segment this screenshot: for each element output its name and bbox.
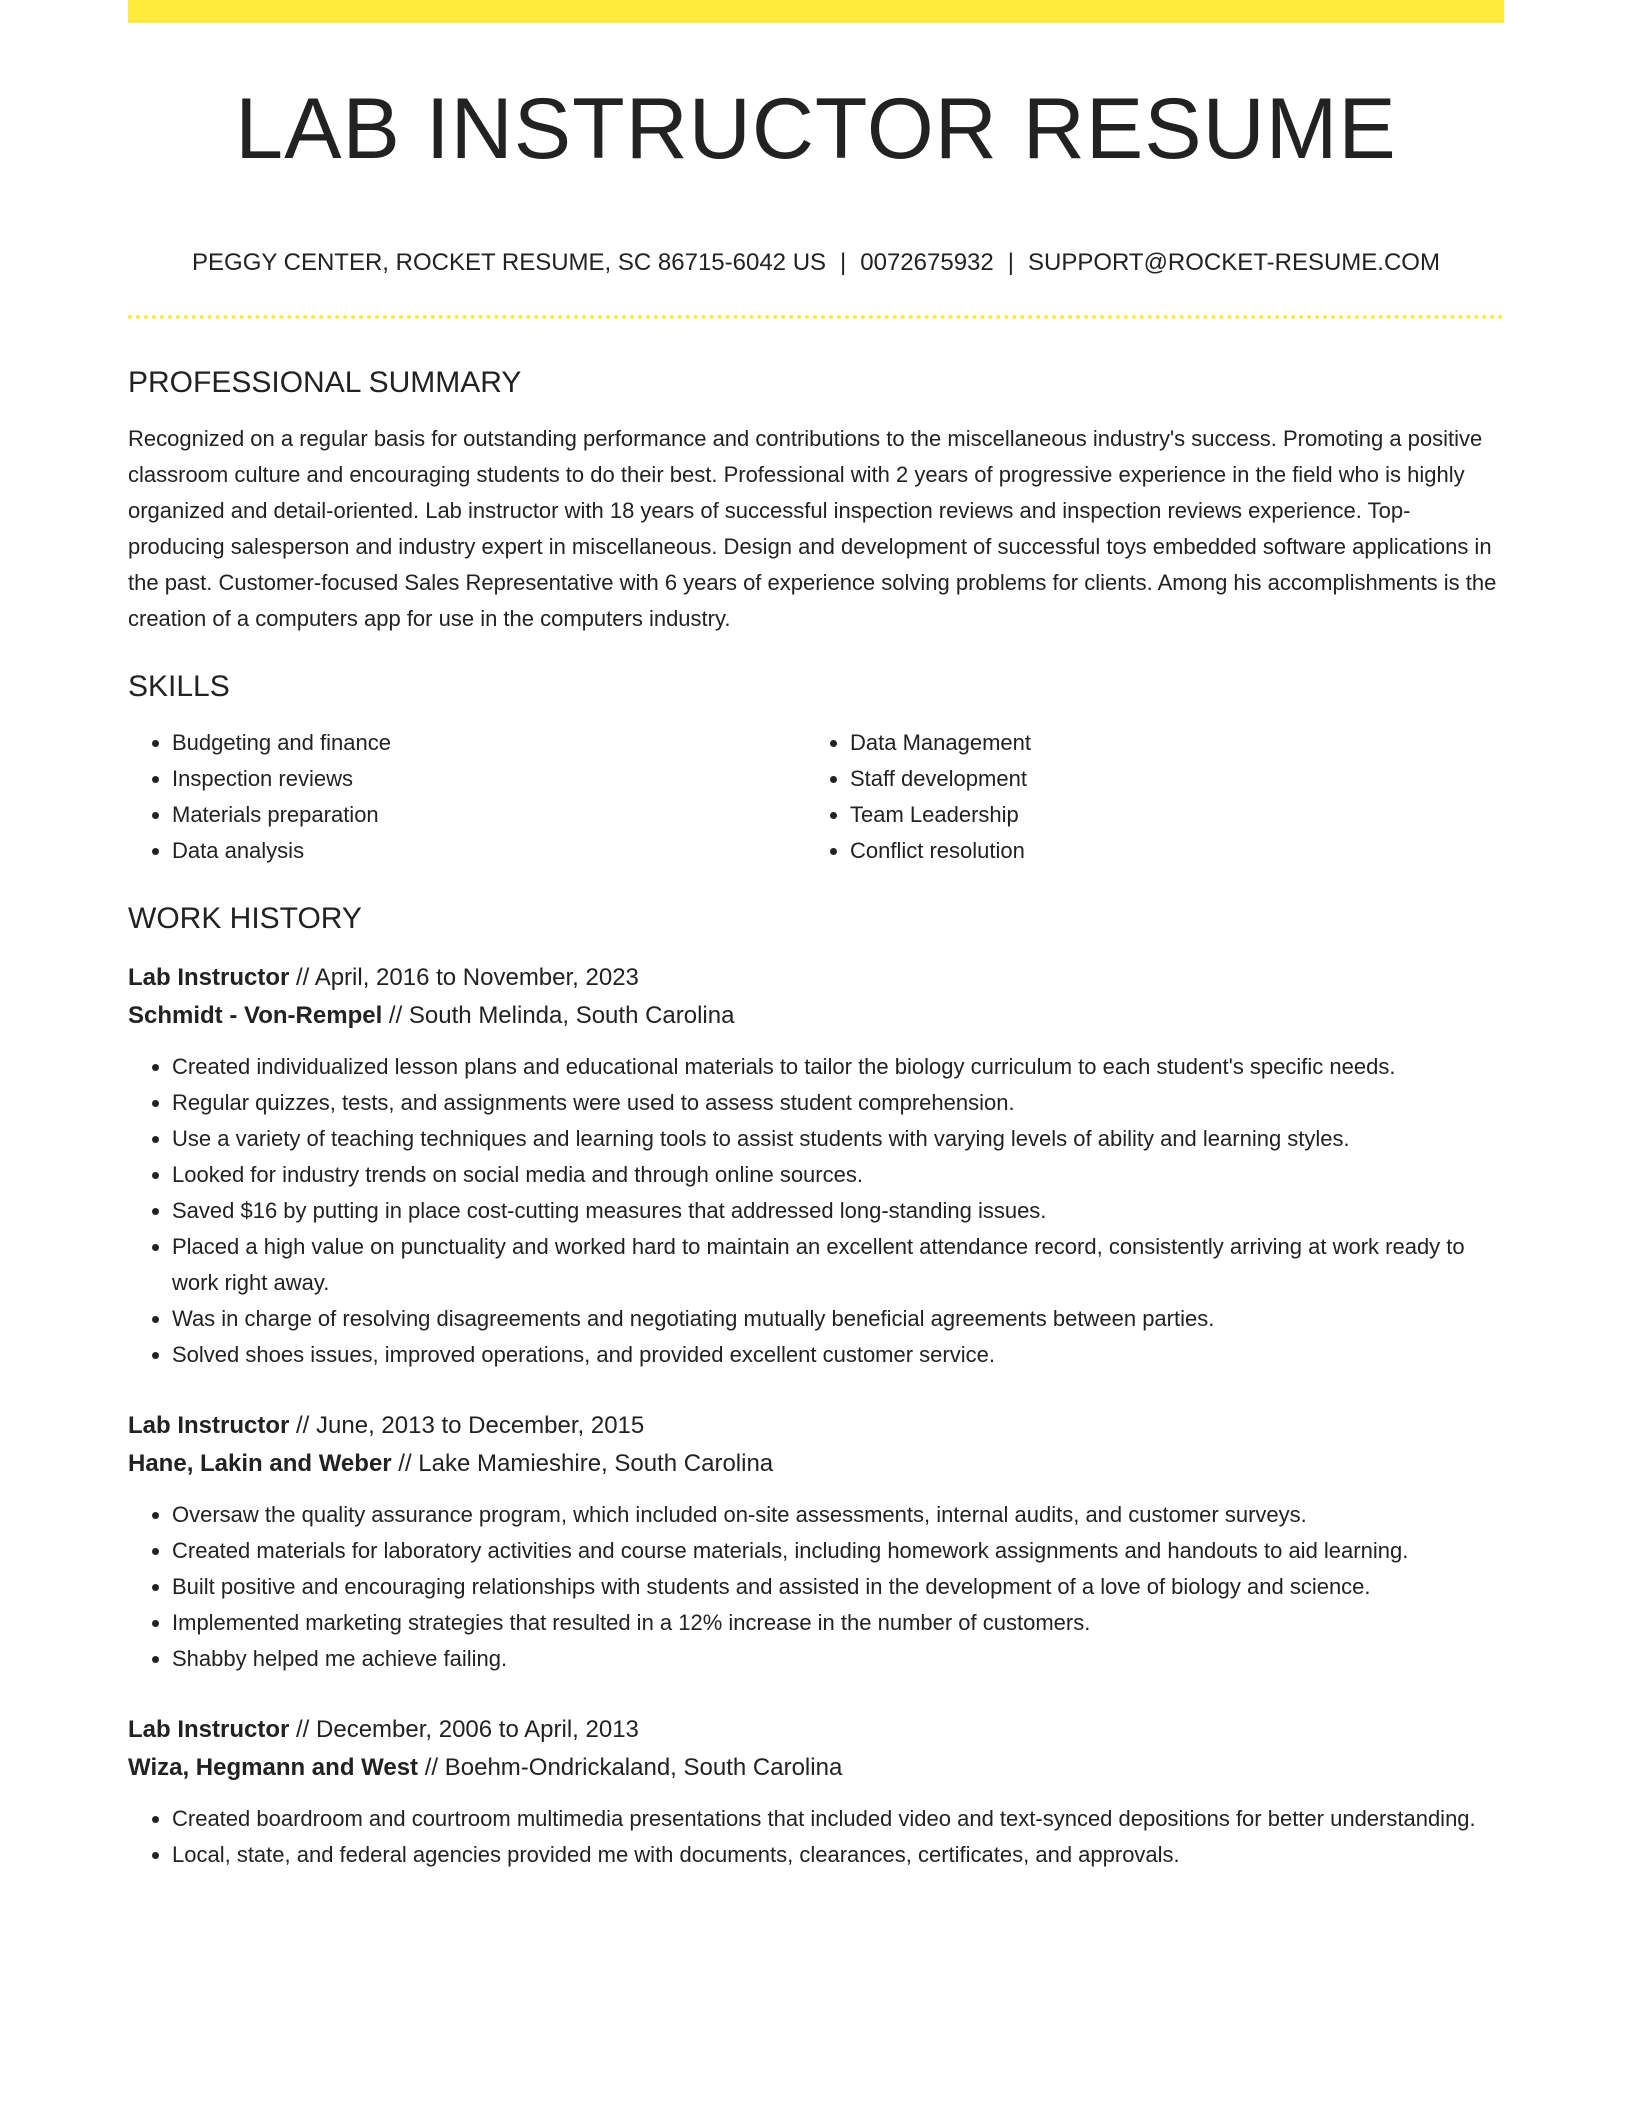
resume-title: LAB INSTRUCTOR RESUME (235, 81, 1397, 177)
duty-item: • Implemented marketing strategies that resulted in a 12% increase in the number of customers. (172, 1605, 1504, 1641)
duty-item: • Saved $16 by putting in place cost-cutting measures that addressed long-standing issues. (172, 1193, 1504, 1229)
duty-item: • Use a variety of teaching techniques and learning tools to assist students with varying levels of ability and learning styles. (172, 1121, 1504, 1157)
job-company-line (128, 997, 1504, 1035)
job-dates: // April, 2016 to November, 2023 (296, 964, 639, 991)
duty-item: • Built positive and encouraging relationships with students and assisted in the development of a love of biology and science. (172, 1569, 1504, 1605)
duty-item: • Shabby helped me achieve failing. (172, 1641, 1504, 1677)
skills-column-left (128, 725, 806, 869)
contact-separator: | (840, 249, 847, 276)
job-location: // South Melinda, South Carolina (388, 1002, 735, 1029)
skill-item: • Budgeting and finance (172, 725, 806, 761)
resume-page (128, 0, 1504, 1873)
skills-column-right (806, 725, 1484, 869)
skill-item: • Inspection reviews (172, 761, 806, 797)
job-company: Schmidt - Von-Rempel (128, 1002, 383, 1029)
duty-item: • Created individualized lesson plans and educational materials to tailor the biology curriculum to each student's specific needs. (172, 1049, 1504, 1085)
job-entry (128, 959, 1504, 1373)
skill-item: • Conflict resolution (850, 833, 1484, 869)
summary-text: Recognized on a regular basis for outstanding performance and contributions to the miscellaneous industry's success. Promoting a positive classroom culture and encouraging students to do their best. Professional with 2 years of progressive experience in the field who is highly organized and detail-oriented. Lab instructor with 18 years of successful inspection reviews and inspection reviews experience. Top-producing salesperson and industry expert in miscellaneous. Design and development of successful toys embedded software applications in the past. Customer-focused Sales Representative with 6 years of experience solving problems for clients. Among his accomplishments is the creation of a computers app for use in the computers industry. (128, 426, 1497, 631)
job-entry (128, 1711, 1504, 1873)
duty-item: • Was in charge of resolving disagreements and negotiating mutually beneficial agreements between parties. (172, 1301, 1504, 1337)
job-title: Lab Instructor (128, 1412, 290, 1439)
job-dates: // December, 2006 to April, 2013 (296, 1716, 639, 1743)
skill-item: • Materials preparation (172, 797, 806, 833)
contact-email: SUPPORT@ROCKET-RESUME.COM (1027, 249, 1440, 276)
job-company: Wiza, Hegmann and West (128, 1754, 419, 1781)
duty-item: • Placed a high value on punctuality and worked hard to maintain an excellent attendance record, consistently arriving at work ready to work right away. (172, 1229, 1504, 1301)
skills-heading: SKILLS (128, 670, 230, 703)
job-company-line (128, 1749, 1504, 1787)
work-history-heading: WORK HISTORY (128, 902, 362, 935)
job-duties (128, 1497, 1504, 1677)
duty-item: • Local, state, and federal agencies provided me with documents, clearances, certificates, and approvals. (172, 1837, 1504, 1873)
contact-line (128, 247, 1504, 279)
skill-item: • Staff development (850, 761, 1484, 797)
contact-address: PEGGY CENTER, ROCKET RESUME, SC 86715-6042 US (192, 249, 827, 276)
skill-item: • Team Leadership (850, 797, 1484, 833)
job-company-line (128, 1445, 1504, 1483)
top-accent-bar (128, 0, 1504, 23)
duty-item: • Solved shoes issues, improved operations, and provided excellent customer service. (172, 1337, 1504, 1373)
duty-item: • Created boardroom and courtroom multimedia presentations that included video and text-synced depositions for better understanding. (172, 1801, 1504, 1837)
skill-item: • Data Management (850, 725, 1484, 761)
job-location: // Lake Mamieshire, South Carolina (398, 1450, 774, 1477)
job-title-line (128, 1711, 1504, 1749)
job-entry (128, 1407, 1504, 1677)
job-company: Hane, Lakin and Weber (128, 1450, 392, 1477)
job-duties (128, 1049, 1504, 1373)
duty-item: • Regular quizzes, tests, and assignments were used to assess student comprehension. (172, 1085, 1504, 1121)
job-title: Lab Instructor (128, 1716, 290, 1743)
job-title: Lab Instructor (128, 964, 290, 991)
dotted-divider (128, 315, 1504, 319)
job-duties (128, 1801, 1504, 1873)
contact-separator: | (1007, 249, 1014, 276)
skill-item: • Data analysis (172, 833, 806, 869)
duty-item: • Looked for industry trends on social media and through online sources. (172, 1157, 1504, 1193)
duty-item: • Oversaw the quality assurance program, which included on-site assessments, internal audits, and customer surveys. (172, 1497, 1504, 1533)
job-title-line (128, 959, 1504, 997)
duty-item: • Created materials for laboratory activities and course materials, including homework assignments and handouts to aid learning. (172, 1533, 1504, 1569)
job-location: // Boehm-Ondrickaland, South Carolina (424, 1754, 843, 1781)
contact-phone: 0072675932 (860, 249, 994, 276)
skills-list (128, 725, 1504, 869)
summary-heading: PROFESSIONAL SUMMARY (128, 366, 522, 399)
job-title-line (128, 1407, 1504, 1445)
job-dates: // June, 2013 to December, 2015 (296, 1412, 645, 1439)
